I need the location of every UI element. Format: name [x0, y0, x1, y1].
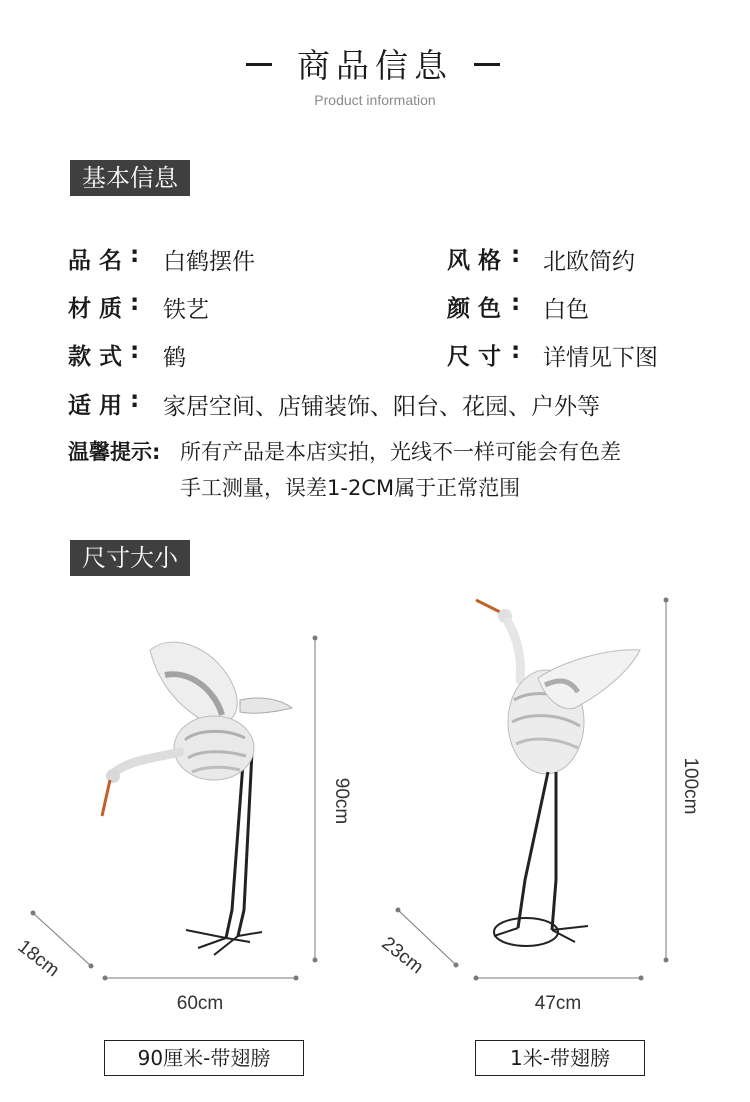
- info-key-name: 品名: [68, 248, 130, 274]
- info-colon: :: [511, 290, 529, 316]
- crane-standing-image: [476, 600, 640, 946]
- section-basic-info-label: 基本信息: [70, 160, 190, 196]
- right-height-label: 100cm: [680, 757, 701, 815]
- info-key-material: 材质: [68, 296, 130, 322]
- info-value-material: 铁艺: [163, 297, 209, 323]
- info-colon: :: [130, 290, 148, 316]
- info-key-style: 风格: [447, 248, 509, 274]
- info-value-style: 北欧简约: [543, 249, 635, 275]
- info-key-type: 款式: [68, 344, 130, 370]
- info-key-size: 尺寸: [447, 344, 509, 370]
- right-depth-label: 23cm: [377, 933, 428, 979]
- info-value-type: 鹤: [163, 345, 186, 371]
- info-colon: :: [130, 387, 148, 413]
- left-height-label: 90cm: [331, 777, 352, 825]
- info-value-usage: 家居空间、店铺装饰、阳台、花园、户外等: [163, 394, 600, 420]
- info-value-name: 白鹤摆件: [163, 249, 255, 275]
- left-width-label: 60cm: [176, 993, 224, 1014]
- right-width-label: 47cm: [534, 993, 582, 1014]
- info-value-size: 详情见下图: [543, 345, 658, 371]
- crane-bowing-image: [102, 642, 292, 955]
- info-colon: :: [511, 338, 529, 364]
- tip-line-2: 手工测量，误差1-2CM属于正常范围: [180, 476, 521, 500]
- left-depth-label: 18cm: [13, 936, 64, 982]
- variant-box-1m: 1米-带翅膀: [475, 1040, 645, 1076]
- info-key-color: 颜色: [447, 296, 509, 322]
- tip-line-1: 所有产品是本店实拍，光线不一样可能会有色差: [180, 440, 621, 464]
- tip-label: 温馨提示:: [68, 440, 161, 464]
- title-dash-right: [474, 63, 500, 66]
- info-colon: :: [130, 242, 148, 268]
- section-size-label: 尺寸大小: [70, 540, 190, 576]
- info-value-color: 白色: [543, 297, 589, 323]
- variant-box-90cm: 90厘米-带翅膀: [104, 1040, 304, 1076]
- info-key-usage: 适用: [68, 393, 130, 419]
- size-illustration: [0, 580, 750, 1000]
- page-subtitle: Product information: [314, 92, 436, 108]
- info-colon: :: [511, 242, 529, 268]
- info-colon: :: [130, 338, 148, 364]
- page-title: 商品信息: [297, 46, 453, 85]
